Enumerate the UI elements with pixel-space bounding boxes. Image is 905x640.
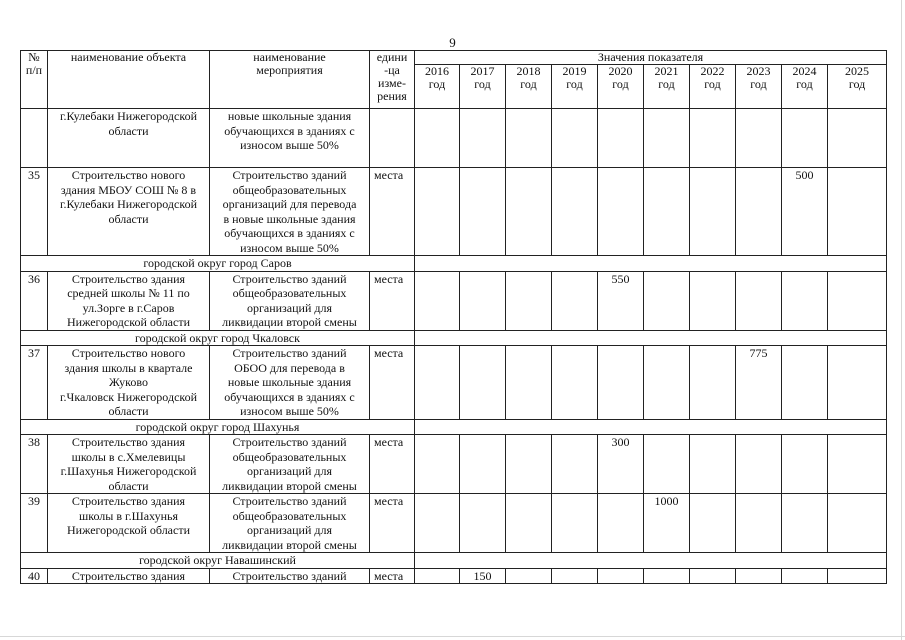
- value-cell: [828, 494, 887, 553]
- value-cell: [415, 109, 460, 168]
- value-cell: [415, 568, 460, 584]
- row-number: 40: [21, 568, 48, 584]
- group-title: городской округ город Саров: [21, 256, 415, 272]
- year-header: 2016 год: [415, 65, 460, 109]
- value-cell: [828, 271, 887, 330]
- value-cell: [460, 271, 506, 330]
- unit-cell: места: [370, 494, 415, 553]
- value-cell: [552, 271, 598, 330]
- value-cell: [460, 109, 506, 168]
- value-cell: [415, 271, 460, 330]
- value-cell: [552, 168, 598, 256]
- measure-name: Строительство зданий общеобразовательных организаций для перевода в новые школьные здания обучающихся в зданиях с износом выше 50%: [210, 168, 370, 256]
- year-header: 2021 год: [644, 65, 690, 109]
- value-cell: [598, 568, 644, 584]
- value-cell: [736, 168, 782, 256]
- unit-cell: места: [370, 435, 415, 494]
- value-cell: [828, 346, 887, 420]
- value-cell: [552, 494, 598, 553]
- measure-name: Строительство зданий ОБОО для перевода в новые школьные здания обучающихся в зданиях с износом выше 50%: [210, 346, 370, 420]
- value-cell: [460, 346, 506, 420]
- value-cell: [506, 346, 552, 420]
- object-name: Строительство здания средней школы № 11 по ул.Зорге в г.Саров Нижегородской области: [48, 271, 210, 330]
- value-cell: [644, 168, 690, 256]
- value-cell: [460, 435, 506, 494]
- unit-cell: [370, 109, 415, 168]
- value-cell: [598, 109, 644, 168]
- value-cell: [828, 109, 887, 168]
- table-row: [21, 494, 887, 553]
- value-cell: [415, 346, 460, 420]
- object-name: Строительство здания школы в г.Шахунья Нижегородской области: [48, 494, 210, 553]
- value-cell: [506, 568, 552, 584]
- value-cell: 300: [598, 435, 644, 494]
- value-cell: [552, 568, 598, 584]
- object-name: Строительство нового здания МБОУ СОШ № 8 в г.Кулебаки Нижегородской области: [48, 168, 210, 256]
- value-cell: 550: [598, 271, 644, 330]
- value-cell: [598, 346, 644, 420]
- group-spacer: [415, 256, 887, 272]
- value-cell: [690, 494, 736, 553]
- measure-name: Строительство зданий общеобразовательных организаций для ликвидации второй смены: [210, 271, 370, 330]
- unit-cell: места: [370, 568, 415, 584]
- row-number: 37: [21, 346, 48, 420]
- measure-name: новые школьные здания обучающихся в зданиях с износом выше 50%: [210, 109, 370, 168]
- value-cell: [782, 568, 828, 584]
- value-cell: [552, 109, 598, 168]
- year-header: 2025 год: [828, 65, 887, 109]
- value-cell: [644, 435, 690, 494]
- group-row: [21, 330, 887, 346]
- scan-edge-right: [901, 0, 902, 640]
- row-number: [21, 109, 48, 168]
- measure-name: Строительство зданий общеобразовательных организаций для ликвидации второй смены: [210, 435, 370, 494]
- year-header: 2024 год: [782, 65, 828, 109]
- measure-name: Строительство зданий: [210, 568, 370, 584]
- row-number: 38: [21, 435, 48, 494]
- value-cell: 1000: [644, 494, 690, 553]
- group-title: городской округ Навашинский: [21, 553, 415, 569]
- values-header: Значения показателя: [415, 51, 887, 65]
- value-cell: [782, 435, 828, 494]
- year-header: 2018 год: [506, 65, 552, 109]
- value-cell: [644, 271, 690, 330]
- value-cell: [690, 271, 736, 330]
- value-cell: [415, 435, 460, 494]
- value-cell: [506, 271, 552, 330]
- unit-cell: места: [370, 346, 415, 420]
- year-header: 2019 год: [552, 65, 598, 109]
- value-cell: [690, 568, 736, 584]
- value-cell: [552, 346, 598, 420]
- table-row: [21, 109, 887, 168]
- value-cell: [736, 494, 782, 553]
- table-row: [21, 271, 887, 330]
- value-cell: [690, 168, 736, 256]
- group-row: [21, 553, 887, 569]
- header-row-top: [21, 51, 887, 65]
- value-cell: [644, 568, 690, 584]
- value-cell: [828, 435, 887, 494]
- value-cell: 500: [782, 168, 828, 256]
- value-cell: [460, 168, 506, 256]
- value-cell: [506, 109, 552, 168]
- col-measure-header: наименование мероприятия: [210, 51, 370, 109]
- value-cell: [415, 168, 460, 256]
- value-cell: [736, 109, 782, 168]
- value-cell: [690, 435, 736, 494]
- indicator-table: [20, 50, 887, 584]
- group-spacer: [415, 419, 887, 435]
- value-cell: [644, 346, 690, 420]
- value-cell: [690, 346, 736, 420]
- year-header: 2023 год: [736, 65, 782, 109]
- col-no-header: № п/п: [21, 51, 48, 109]
- group-row: [21, 419, 887, 435]
- value-cell: [415, 494, 460, 553]
- value-cell: [644, 109, 690, 168]
- value-cell: [598, 494, 644, 553]
- group-title: городской округ город Чкаловск: [21, 330, 415, 346]
- unit-cell: места: [370, 271, 415, 330]
- group-row: [21, 256, 887, 272]
- measure-name: Строительство зданий общеобразовательных организаций для ликвидации второй смены: [210, 494, 370, 553]
- object-name: Строительство здания школы в с.Хмелевицы г.Шахунья Нижегородской области: [48, 435, 210, 494]
- value-cell: [506, 168, 552, 256]
- value-cell: [736, 435, 782, 494]
- object-name: Строительство нового здания школы в квартале Жуково г.Чкаловск Нижегородской области: [48, 346, 210, 420]
- row-number: 36: [21, 271, 48, 330]
- year-header: 2022 год: [690, 65, 736, 109]
- value-cell: [828, 568, 887, 584]
- value-cell: [598, 168, 644, 256]
- value-cell: [506, 435, 552, 494]
- object-name: г.Кулебаки Нижегородской области: [48, 109, 210, 168]
- value-cell: [736, 568, 782, 584]
- value-cell: [782, 346, 828, 420]
- year-header: 2020 год: [598, 65, 644, 109]
- table-row: [21, 168, 887, 256]
- row-number: 35: [21, 168, 48, 256]
- value-cell: [506, 494, 552, 553]
- year-header: 2017 год: [460, 65, 506, 109]
- object-name: Строительство здания: [48, 568, 210, 584]
- table-row: [21, 435, 887, 494]
- value-cell: [782, 109, 828, 168]
- table-row: [21, 346, 887, 420]
- table-row: [21, 568, 887, 584]
- row-number: 39: [21, 494, 48, 553]
- unit-cell: места: [370, 168, 415, 256]
- col-unit-header: едини -ца изме- рения: [370, 51, 415, 109]
- group-spacer: [415, 553, 887, 569]
- col-object-header: наименование объекта: [48, 51, 210, 109]
- group-spacer: [415, 330, 887, 346]
- scan-edge-bottom: [0, 636, 905, 637]
- value-cell: [828, 168, 887, 256]
- value-cell: [552, 435, 598, 494]
- value-cell: [460, 494, 506, 553]
- page-number: 9: [449, 35, 456, 50]
- value-cell: 150: [460, 568, 506, 584]
- value-cell: [782, 494, 828, 553]
- value-cell: [782, 271, 828, 330]
- value-cell: [736, 271, 782, 330]
- value-cell: 775: [736, 346, 782, 420]
- group-title: городской округ город Шахунья: [21, 419, 415, 435]
- value-cell: [690, 109, 736, 168]
